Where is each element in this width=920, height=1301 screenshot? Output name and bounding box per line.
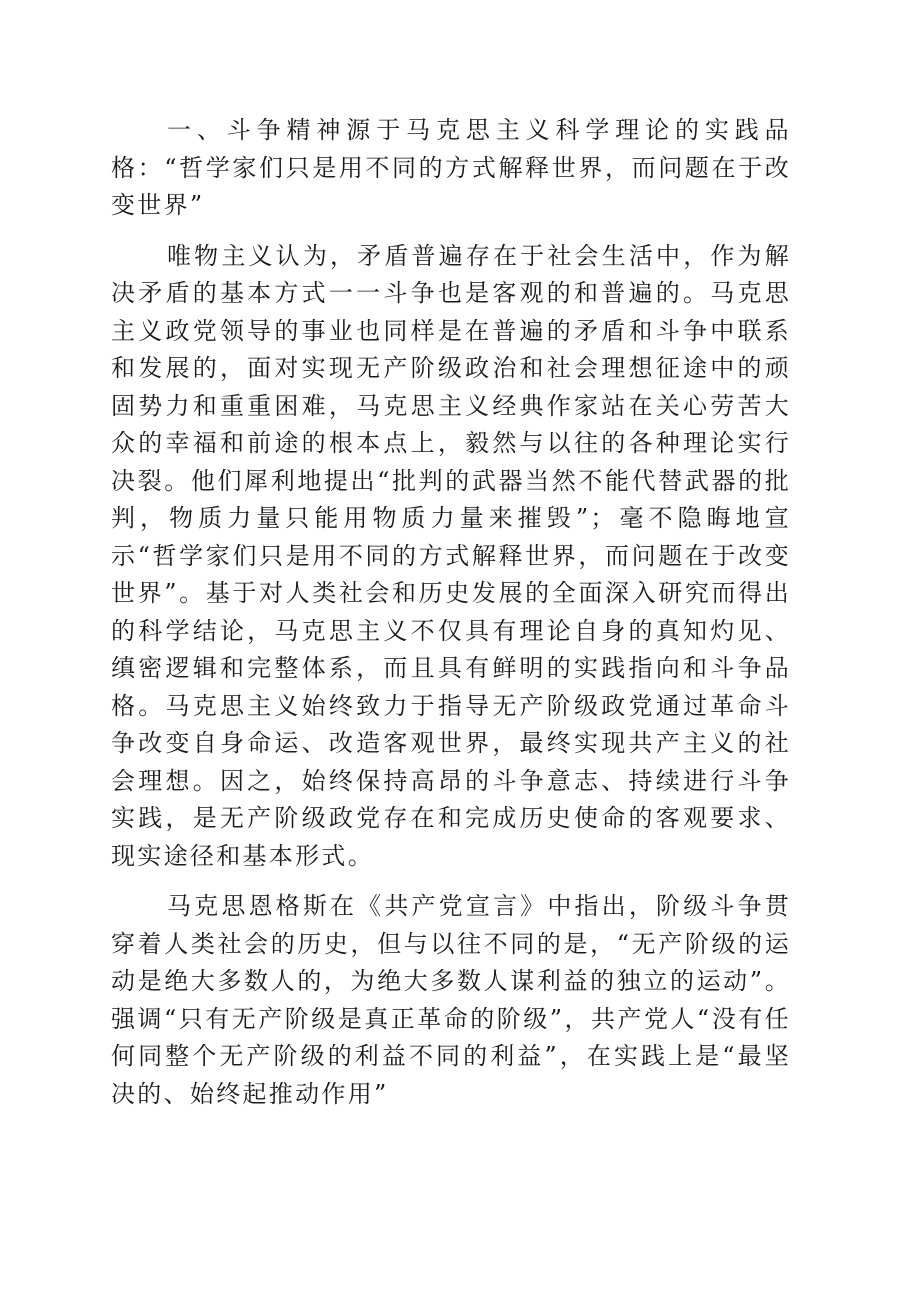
paragraph-2: 马克思恩格斯在《共产党宣言》中指出，阶级斗争贯穿着人类社会的历史，但与以往不同的是，“无产阶级的运动是绝大多数人的，为绝大多数人谋利益的独立的运动”。强调“只有无产阶级是真正革命的阶级”，共产党人“没有任何同整个无产阶级的利益不同的利益”，在实践上是“最坚决的、始终起推动作用” bbox=[111, 892, 791, 1108]
paragraph-1: 唯物主义认为，矛盾普遍存在于社会生活中，作为解决矛盾的基本方式一一斗争也是客观的和普遍的。马克思主义政党领导的事业也同样是在普遍的矛盾和斗争中联系和发展的，面对实现无产阶级政治和社会理想征途中的顽固势力和重重困难，马克思主义经典作家站在关心劳苦大众的幸福和前途的根本点上，毅然与以往的各种理论实行决裂。他们犀利地提出“批判的武器当然不能代替武器的批判，物质力量只能用物质力量来摧毁”；毫不隐晦地宣示“哲学家们只是用不同的方式解释世界，而问题在于改变世界”。基于对人类社会和历史发展的全面深入研究而得出的科学结论，马克思主义不仅具有理论自身的真知灼见、缜密逻辑和完整体系，而且具有鲜明的实践指向和斗争品格。马克思主义始终致力于指导无产阶级政党通过革命斗争改变自身命运、改造客观世界，最终实现共产主义的社会理想。因之，始终保持高昂的斗争意志、持续进行斗争实践，是无产阶级政党存在和完成历史使命的客观要求、现实途径和基本形式。 bbox=[111, 241, 791, 870]
document-body bbox=[111, 112, 791, 1126]
section-heading: 一、斗争精神源于马克思主义科学理论的实践品格：“哲学家们只是用不同的方式解释世界，而问题在于改变世界” bbox=[111, 116, 791, 219]
